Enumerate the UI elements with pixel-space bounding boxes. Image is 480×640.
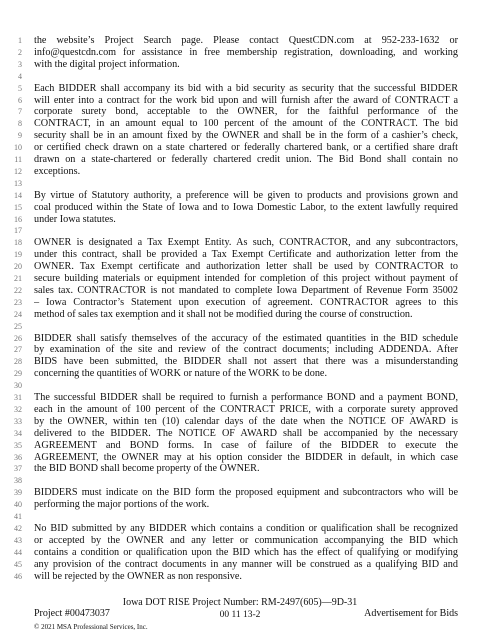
line-number: 30: [14, 381, 22, 391]
document-line: [0, 59, 480, 71]
line-number: 16: [14, 214, 22, 224]
document-line: [0, 83, 480, 95]
document-line: [0, 273, 480, 285]
line-number: 28: [14, 357, 22, 367]
document-line: [0, 380, 480, 392]
document-line: [0, 118, 480, 130]
document-line: [0, 285, 480, 297]
footer-project-number: Iowa DOT RISE Project Number: RM-2497(605)—9D-31: [122, 597, 358, 608]
document-line: [0, 154, 480, 166]
document-line: [0, 309, 480, 321]
line-number: 43: [14, 535, 22, 545]
line-text: under Iowa statutes.: [34, 213, 116, 225]
line-number: 39: [14, 488, 22, 498]
line-number: 24: [14, 309, 22, 319]
document-line: [0, 499, 480, 511]
document-line: [0, 428, 480, 440]
document-line: [0, 190, 480, 202]
line-text: security shall be in an amount fixed by the OWNER and shall be in the form of a cashier’s check,: [34, 130, 458, 142]
document-line: [0, 178, 480, 190]
document-line: [0, 440, 480, 452]
line-text: sales tax. CONTRACTOR is not mandated to complete Iowa Department of Revenue Form 35002: [34, 284, 458, 296]
footer-project-id: Project #00473037: [34, 608, 110, 619]
line-text: under this contract, shall be provided a Tax Exempt Certificate and authorization letter from the: [34, 249, 458, 261]
line-text: exceptions.: [34, 165, 81, 177]
document-line: [0, 356, 480, 368]
footer-copyright: © 2021 MSA Professional Services, Inc.: [34, 623, 148, 631]
line-text: Each BIDDER shall accompany its bid with a bid security as security that the successful BIDDER: [34, 82, 458, 94]
document-line: [0, 35, 480, 47]
line-text: delivered to the BIDDER. The NOTICE OF AWARD shall be accompanied by the necessary: [34, 427, 458, 439]
line-number: 10: [14, 143, 22, 153]
document-line: [0, 535, 480, 547]
line-text: secure building materials or equipment intended for completion of this project without payment of: [34, 273, 458, 284]
document-line: [0, 523, 480, 535]
line-text: AGREEMENT and BOND forms. In case of failure of the BIDDER to execute the: [34, 439, 458, 451]
line-number: 42: [14, 523, 22, 533]
document-line: [0, 452, 480, 464]
line-number: 45: [14, 559, 22, 569]
line-number: 33: [14, 416, 22, 426]
line-number: 38: [14, 476, 22, 486]
line-text: BIDDERS must indicate on the BID form the proposed equipment and subcontractors who will be: [34, 487, 458, 499]
line-number: 13: [14, 178, 22, 188]
document-line: [0, 142, 480, 154]
document-line: [0, 321, 480, 333]
line-number: 31: [14, 393, 22, 402]
line-text: info@questcdn.com for assistance in free membership registration, downloading, and working: [34, 46, 458, 58]
line-number: 37: [14, 464, 22, 474]
line-number: 25: [14, 321, 22, 331]
document-line: [0, 487, 480, 499]
line-number: 19: [14, 250, 22, 260]
line-text: drawn on a state-chartered or federally chartered credit union. The Bid Bond shall contain no: [34, 154, 458, 165]
document-line: [0, 404, 480, 416]
line-number: 15: [14, 202, 22, 212]
line-text: by the OWNER, within ten (10) calendar days of the date when the NOTICE OF AWARD is: [34, 415, 458, 427]
line-text: OWNER is designated a Tax Exempt Entity. As such, CONTRACTOR, and any subcontractors,: [34, 237, 458, 249]
line-number: 3: [18, 59, 22, 69]
line-number: 12: [14, 166, 22, 176]
line-text: BIDS have been submitted, the BIDDER shall not assert that there was a misunderstanding: [34, 356, 458, 368]
line-text: the website’s Project Search page. Please contact QuestCDN.com at 952-233-1632 or: [34, 35, 458, 46]
document-line: [0, 333, 480, 345]
document-line: [0, 416, 480, 428]
document-line: [0, 344, 480, 356]
line-number: 17: [14, 226, 22, 236]
document-line: [0, 475, 480, 487]
document-line: [0, 71, 480, 83]
line-number: 2: [18, 47, 22, 57]
line-text: OWNER. Tax Exempt certificate and authorization letter shall be used by CONTRACTOR to: [34, 261, 458, 273]
line-number: 7: [18, 107, 22, 117]
document-line: [0, 225, 480, 237]
line-text: corporate surety bond, acceptable to the OWNER, for the faithful performance of the: [34, 106, 458, 118]
line-number: 9: [18, 131, 22, 141]
line-number: 34: [14, 428, 22, 438]
line-text: concerning the quantities of WORK or nature of the WORK to be done.: [34, 368, 328, 380]
document-line: [0, 214, 480, 226]
line-text: any provision of the contract documents in any manner will be construed as a qualifying BID and: [34, 558, 458, 570]
line-text: AGREEMENT, the OWNER may at his option consider the BIDDER in default, in which case: [34, 451, 458, 463]
line-text: No BID submitted by any BIDDER which contains a condition or qualification shall be recognized: [34, 522, 458, 534]
document-line: [0, 47, 480, 59]
document-line: [0, 106, 480, 118]
document-line: [0, 559, 480, 571]
line-text: BIDDER shall satisfy themselves of the accuracy of the estimated quantities in the BID schedule: [34, 332, 458, 344]
line-number: 27: [14, 345, 22, 355]
document-line: [0, 249, 480, 261]
line-number: 46: [14, 571, 22, 581]
line-number: 1: [18, 36, 22, 45]
line-number: 40: [14, 500, 22, 510]
document-line: [0, 547, 480, 559]
line-text: the BID BOND shall become property of the OWNER.: [34, 463, 260, 475]
line-number: 29: [14, 369, 22, 379]
document-line: [0, 166, 480, 178]
line-number: 18: [14, 238, 22, 248]
document-line: [0, 261, 480, 273]
document-line: [0, 463, 480, 475]
document-line: [0, 130, 480, 142]
line-number: 44: [14, 547, 22, 557]
document-line: [0, 202, 480, 214]
footer-section-title: Advertisement for Bids: [364, 608, 458, 619]
line-text: will enter into a contract for the work bid upon and will furnish after the award of CONTRACT a: [34, 94, 458, 106]
document-line: [0, 237, 480, 249]
document-line: [0, 571, 480, 583]
line-text: CONTRACT, in an amount equal to 100 percent of the amount of the CONTRACT. The bid: [34, 118, 458, 130]
line-number: 6: [18, 95, 22, 105]
line-text: each in the amount of 100 percent of the CONTRACT PRICE, with a corporate surety approved: [34, 403, 458, 415]
line-text: performing the major portions of the work.: [34, 499, 210, 511]
line-number: 41: [14, 512, 22, 521]
line-text: with the digital project information.: [34, 58, 180, 70]
document-line: [0, 368, 480, 380]
line-number: 21: [14, 274, 22, 283]
line-text: or accepted by the OWNER and any letter or communication accompanying the BID which: [34, 534, 458, 546]
line-number: 32: [14, 404, 22, 414]
line-number: 22: [14, 285, 22, 295]
document-line: [0, 511, 480, 523]
document-line: [0, 297, 480, 309]
line-text: contains a condition or qualification upon the BID which has the effect of qualifying or modifying: [34, 546, 458, 558]
line-number: 11: [14, 155, 22, 164]
line-number: 36: [14, 452, 22, 462]
line-text: The successful BIDDER shall be required to furnish a performance BOND and a payment BOND,: [34, 392, 458, 403]
line-number: 5: [18, 83, 22, 93]
line-text: will be rejected by the OWNER as non responsive.: [34, 570, 242, 582]
line-text: or certified check drawn on a state chartered or federally chartered bank, or a certified share draft: [34, 142, 458, 154]
line-number: 26: [14, 333, 22, 343]
line-number: 23: [14, 297, 22, 307]
line-text: method of sales tax exemption and it shall not be modified during the course of construction.: [34, 308, 413, 320]
line-text: By virtue of Statutory authority, a preference will be given to products and provisions grown and: [34, 189, 458, 201]
line-number: 4: [18, 71, 22, 81]
document-line: [0, 392, 480, 404]
line-number: 20: [14, 262, 22, 272]
document-line: [0, 95, 480, 107]
line-number: 8: [18, 119, 22, 129]
line-text: by examination of the site and review of the contract documents; including ADDENDA. After: [34, 344, 458, 356]
line-text: coal produced within the State of Iowa and to Iowa Domestic Labor, to the extent lawfully required: [34, 201, 458, 213]
line-number: 35: [14, 440, 22, 450]
footer-page-number: 00 11 13-2: [219, 610, 261, 620]
line-number: 14: [14, 190, 22, 200]
line-text: – Iowa Contractor’s Statement upon execution of agreement. CONTRACTOR agrees to this: [34, 296, 458, 308]
